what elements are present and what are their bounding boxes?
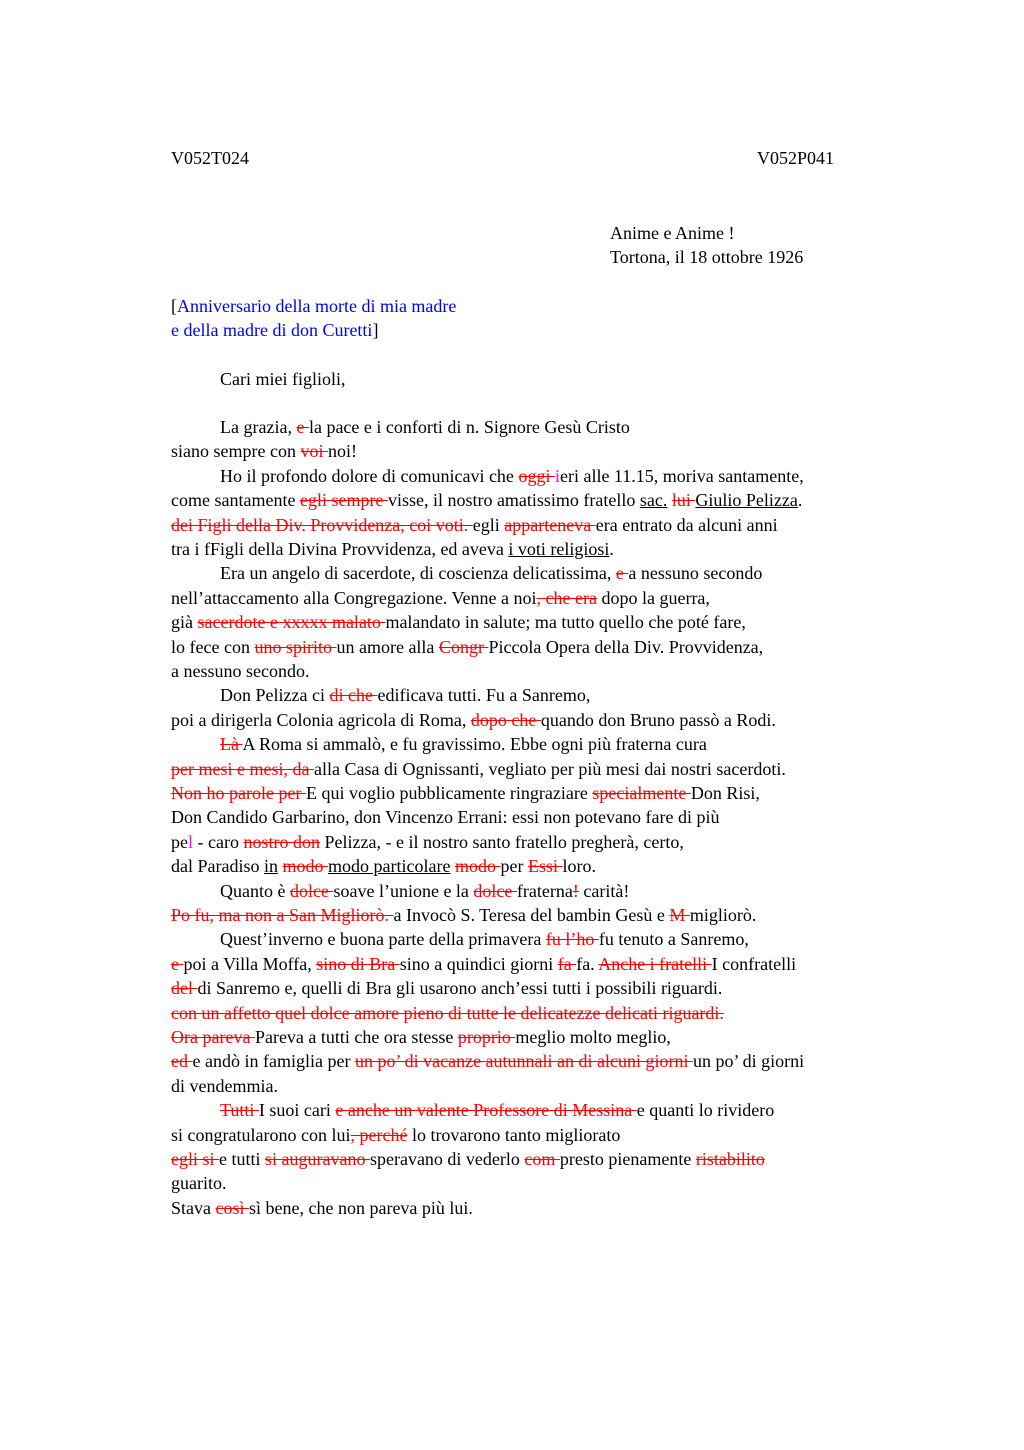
text-run: Pelizza, - e il nostro santo fratello pregherà, certo,: [319, 831, 684, 852]
deleted-text: per mesi e mesi, da: [171, 758, 314, 779]
text-run: a nessuno secondo: [628, 563, 763, 584]
text-run: alla Casa di Ognissanti, vegliato per più mesi dai nostri sacerdoti.: [313, 758, 786, 779]
body-line: [171, 976, 722, 1000]
text-run: e tutti: [219, 1149, 265, 1169]
deleted-text: M: [669, 905, 690, 925]
text-run: siano sempre con: [171, 441, 301, 462]
deleted-text: lui: [671, 490, 696, 511]
deleted-text: un po’ di vacanze autunnali an di alcuni giorni: [354, 1051, 694, 1072]
text-run: lo trovarono tanto migliorato: [407, 1124, 621, 1145]
text-run: I confratelli: [711, 953, 797, 974]
deleted-text: dei Figli della Div. Provvidenza, coi voti.: [171, 514, 473, 535]
underlined-text: modo particolare: [328, 856, 451, 877]
text-run: come santamente: [171, 490, 300, 511]
deleted-text: dolce: [289, 880, 334, 901]
deleted-text: dopo che: [470, 709, 541, 730]
deleted-text: modo: [454, 856, 501, 877]
letter-body: [171, 415, 931, 1235]
text-run: I suoi cari: [258, 1100, 336, 1121]
deleted-text: Essi: [527, 856, 563, 877]
deleted-text: Congr: [438, 636, 489, 657]
text-run: carità!: [578, 880, 630, 901]
deleted-text: e: [296, 417, 309, 437]
body-line: [171, 586, 710, 610]
deleted-text: con un affetto quel dolce amore pieno di tutte le delicatezze delicati riguardi.: [171, 1002, 724, 1023]
text-run: Quest’inverno e buona parte della primavera: [220, 929, 546, 950]
text-run: speravano di vederlo: [369, 1149, 525, 1169]
text-run: Don Candido Garbarino, don Vincenzo Errani: essi non potevano fare di più: [171, 807, 720, 828]
text-run: sì bene, che non pareva più lui.: [249, 1197, 473, 1218]
deleted-text: uno spirito: [254, 636, 337, 657]
text-run: Ho il profondo dolore di comunicavi che: [220, 465, 519, 486]
deleted-text: e anche un valente Professore di Messina: [335, 1100, 637, 1121]
note-close-bracket: ]: [372, 320, 379, 340]
body-line: [171, 805, 719, 829]
deleted-text: voi: [300, 441, 328, 462]
text-run: - caro: [193, 831, 244, 852]
text-run: .: [797, 490, 803, 511]
deleted-text: egli si: [171, 1149, 219, 1169]
deleted-text: modo: [282, 856, 329, 877]
deleted-text: egli sempre: [299, 490, 388, 511]
text-run: Stava: [171, 1197, 216, 1218]
text-run: dopo la guerra,: [596, 587, 710, 608]
text-run: sino a quindici giorni: [399, 953, 558, 974]
inserted-text: l: [188, 831, 194, 852]
body-line: [171, 1001, 724, 1025]
underlined-text: i voti religiosi: [508, 539, 610, 559]
deleted-text: Ora pareva: [171, 1027, 255, 1047]
text-run: fa.: [576, 953, 599, 974]
text-run: a Invocò S. Teresa del bambin Gesù e: [393, 905, 670, 925]
right-code: V052P041: [757, 148, 835, 168]
deleted-text: nostro don: [243, 831, 320, 852]
deleted-text: Tutti: [220, 1100, 259, 1121]
deleted-text: del: [171, 978, 198, 999]
body-line: [171, 537, 614, 561]
underlined-text: in: [263, 856, 278, 877]
deleted-text: com: [524, 1149, 560, 1169]
body-line: [171, 635, 763, 659]
text-run: era entrato da alcuni anni: [595, 514, 778, 535]
deleted-text: Là: [220, 734, 243, 755]
body-line: [171, 513, 778, 537]
deleted-text: fa: [557, 953, 577, 974]
deleted-text: specialmente: [592, 783, 691, 803]
text-run: poi a Villa Moffa,: [183, 953, 317, 974]
underlined-text: sac.: [639, 490, 668, 511]
editor-note-line-1: [171, 294, 456, 318]
deleted-text: dolce: [473, 880, 517, 901]
underlined-text: Giulio Pelizza: [695, 490, 798, 511]
text-run: di vendemmia.: [171, 1075, 278, 1096]
text-run: dal Paradiso: [171, 856, 264, 877]
note-open-bracket: [: [171, 296, 177, 316]
text-run: eri alle 11.15, moriva santamente,: [559, 465, 804, 486]
text-run: Don Risi,: [690, 783, 760, 803]
text-run: lo fece con: [171, 636, 255, 657]
deleted-text: ed: [171, 1051, 193, 1072]
text-run: un po’ di giorni: [693, 1051, 805, 1072]
editor-note-line-2: [171, 318, 378, 342]
left-code: V052T024: [171, 148, 249, 168]
text-run: loro.: [562, 856, 596, 877]
text-run: si congratularono con lui: [171, 1124, 351, 1145]
deleted-text: fu l’ho: [545, 929, 599, 950]
text-run: un amore alla: [336, 636, 439, 657]
body-line: [171, 439, 357, 463]
deleted-text: di che: [329, 685, 378, 706]
text-run: quando don Bruno passò a Rodi.: [540, 709, 776, 730]
place-date: Tortona, il 18 ottobre 1926: [610, 247, 804, 267]
text-run: guarito.: [171, 1173, 227, 1194]
text-run: e andò in famiglia per: [192, 1051, 355, 1072]
deleted-text: Po fu, ma non a San Migliorò.: [171, 905, 394, 925]
body-line: [220, 464, 804, 488]
text-run: egli: [472, 514, 505, 535]
text-run: di Sanremo e, quelli di Bra gli usarono anch’essi tutti i possibili riguardi.: [197, 978, 723, 999]
text-run: pe: [171, 831, 188, 852]
note-text-2: e della madre di don Curetti: [171, 320, 373, 340]
deleted-text: proprio: [457, 1027, 516, 1047]
text-run: a nessuno secondo.: [171, 661, 310, 681]
text-run: Quanto è: [220, 880, 290, 901]
body-line: [220, 732, 707, 756]
text-run: fu tenuto a Sanremo,: [598, 929, 749, 950]
deleted-text: si auguravano: [265, 1149, 370, 1169]
body-line: [220, 1098, 774, 1122]
letter-title: Anime e Anime !: [610, 223, 735, 243]
body-line: [171, 781, 760, 805]
deleted-text: e: [171, 953, 184, 974]
text-run: Piccola Opera della Div. Provvidenza,: [488, 636, 764, 657]
text-run: tra i fFigli della Divina Provvidenza, ed aveva: [171, 539, 509, 559]
deleted-text: apparteneva: [504, 514, 596, 535]
text-run: migliorò.: [689, 905, 757, 925]
body-line: [171, 1147, 765, 1171]
greeting: Cari miei figlioli,: [220, 369, 346, 389]
deleted-text: e: [615, 563, 629, 584]
body-line: [171, 1049, 804, 1073]
text-run: meglio molto meglio,: [515, 1027, 671, 1047]
text-run: malandato in salute; ma tutto quello che poté fare,: [385, 612, 746, 633]
deleted-text: oggi: [518, 465, 555, 486]
deleted-text: Non ho parole per: [171, 783, 306, 803]
body-line: [171, 854, 596, 878]
text-run: edificava tutti. Fu a Sanremo,: [377, 685, 591, 706]
body-line: [220, 415, 630, 439]
body-line: [220, 561, 762, 585]
text-run: .: [609, 539, 614, 559]
body-line: [171, 488, 802, 512]
body-line: [171, 1123, 620, 1147]
text-run: A Roma si ammalò, e fu gravissimo. Ebbe ogni più fraterna cura: [242, 734, 707, 755]
body-line: [171, 830, 684, 854]
text-run: noi!: [327, 441, 357, 462]
text-run: Era un angelo di sacerdote, di coscienza delicatissima,: [220, 563, 616, 584]
inserted-text: i: [554, 465, 560, 486]
body-line: [171, 1074, 278, 1098]
text-run: visse, il nostro amatissimo fratello: [387, 490, 640, 511]
deleted-text: ristabilito: [695, 1149, 765, 1169]
body-line: [220, 879, 629, 903]
body-line: [171, 610, 746, 634]
body-line: [220, 683, 590, 707]
text-run: Don Pelizza ci: [220, 685, 330, 706]
text-run: già: [171, 612, 198, 633]
text-run: Pareva a tutti che ora stesse: [254, 1027, 458, 1047]
deleted-text: Anche i fratelli: [598, 953, 712, 974]
body-line: [171, 1025, 671, 1049]
body-line: [171, 757, 786, 781]
note-text-1: Anniversario della morte di mia madre: [177, 296, 457, 316]
text-run: nell’attaccamento alla Congregazione. Venne a noi: [171, 587, 537, 608]
text-run: presto pienamente: [559, 1149, 696, 1169]
deleted-mark: !: [572, 880, 579, 901]
body-line: [171, 903, 756, 927]
text-run: la pace e i conforti di n. Signore Gesù Cristo: [308, 417, 630, 437]
deleted-text: , perché: [350, 1124, 408, 1145]
text-run: soave l’unione e la: [333, 880, 474, 901]
body-line: [171, 659, 309, 683]
text-run: poi a dirigerla Colonia agricola di Roma,: [171, 709, 471, 730]
body-line: [171, 1171, 227, 1195]
text-run: fraterna: [516, 880, 573, 901]
body-line: [171, 1196, 473, 1220]
text-run: E qui voglio pubblicamente ringraziare: [305, 783, 593, 803]
body-line: [220, 927, 749, 951]
deleted-text: , che era: [536, 587, 597, 608]
deleted-text: così: [215, 1197, 249, 1218]
text-run: La grazia,: [220, 417, 297, 437]
text-run: per: [500, 856, 528, 877]
body-line: [171, 952, 796, 976]
deleted-text: sacerdote e xxxxx malato: [197, 612, 386, 633]
text-run: e quanti lo rividero: [636, 1100, 775, 1121]
deleted-text: sino di Bra: [316, 953, 400, 974]
body-line: [171, 708, 776, 732]
